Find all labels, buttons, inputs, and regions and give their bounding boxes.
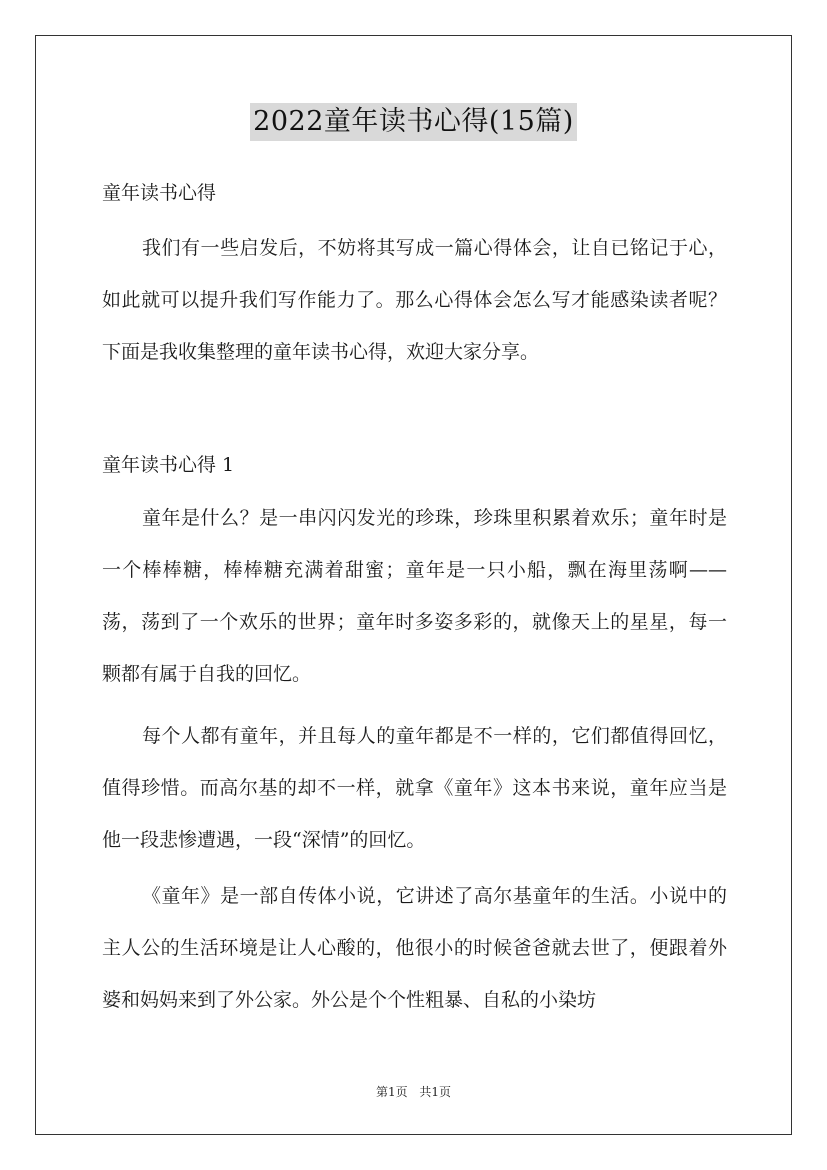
section1-paragraph: 童年是什么？是一串闪闪发光的珍珠，珍珠里积累着欢乐；童年时是一个棒棒糖，棒棒糖充满着甜蜜；童年是一只小船，飘在海里荡啊——荡，荡到了一个欢乐的世界；童年时多姿多彩的，就像天上的星星，每一颗都有属于自我的回忆。 [102,507,727,685]
page-footer [0,1084,827,1100]
title-container [0,103,827,141]
page-total: 共1页 [419,1085,452,1099]
intro-paragraph: 我们有一些启发后，不妨将其写成一篇心得体会，让自已铭记于心，如此就可以提升我们写作能力了。那么心得体会怎么写才能感染读者呢？下面是我收集整理的童年读书心得，欢迎大家分享。 [102,237,727,363]
page-number: 第1页 [375,1085,408,1099]
intro-heading: 童年读书心得 [102,182,217,204]
section1-heading: 童年读书心得 1 [102,454,235,476]
section1-paragraph: 《童年》是一部自传体小说，它讲述了高尔基童年的生活。小说中的主人公的生活环境是让人心酸的，他很小的时候爸爸就去世了，便跟着外婆和妈妈来到了外公家。外公是个个性粗暴、自私的小染坊 [102,885,727,1011]
document-title: 2022童年读书心得(15篇) [250,103,577,141]
section1-paragraph: 每个人都有童年，并且每人的童年都是不一样的，它们都值得回忆，值得珍惜。而高尔基的却不一样，就拿《童年》这本书来说，童年应当是他一段悲惨遭遇，一段“深情”的回忆。 [102,725,727,851]
